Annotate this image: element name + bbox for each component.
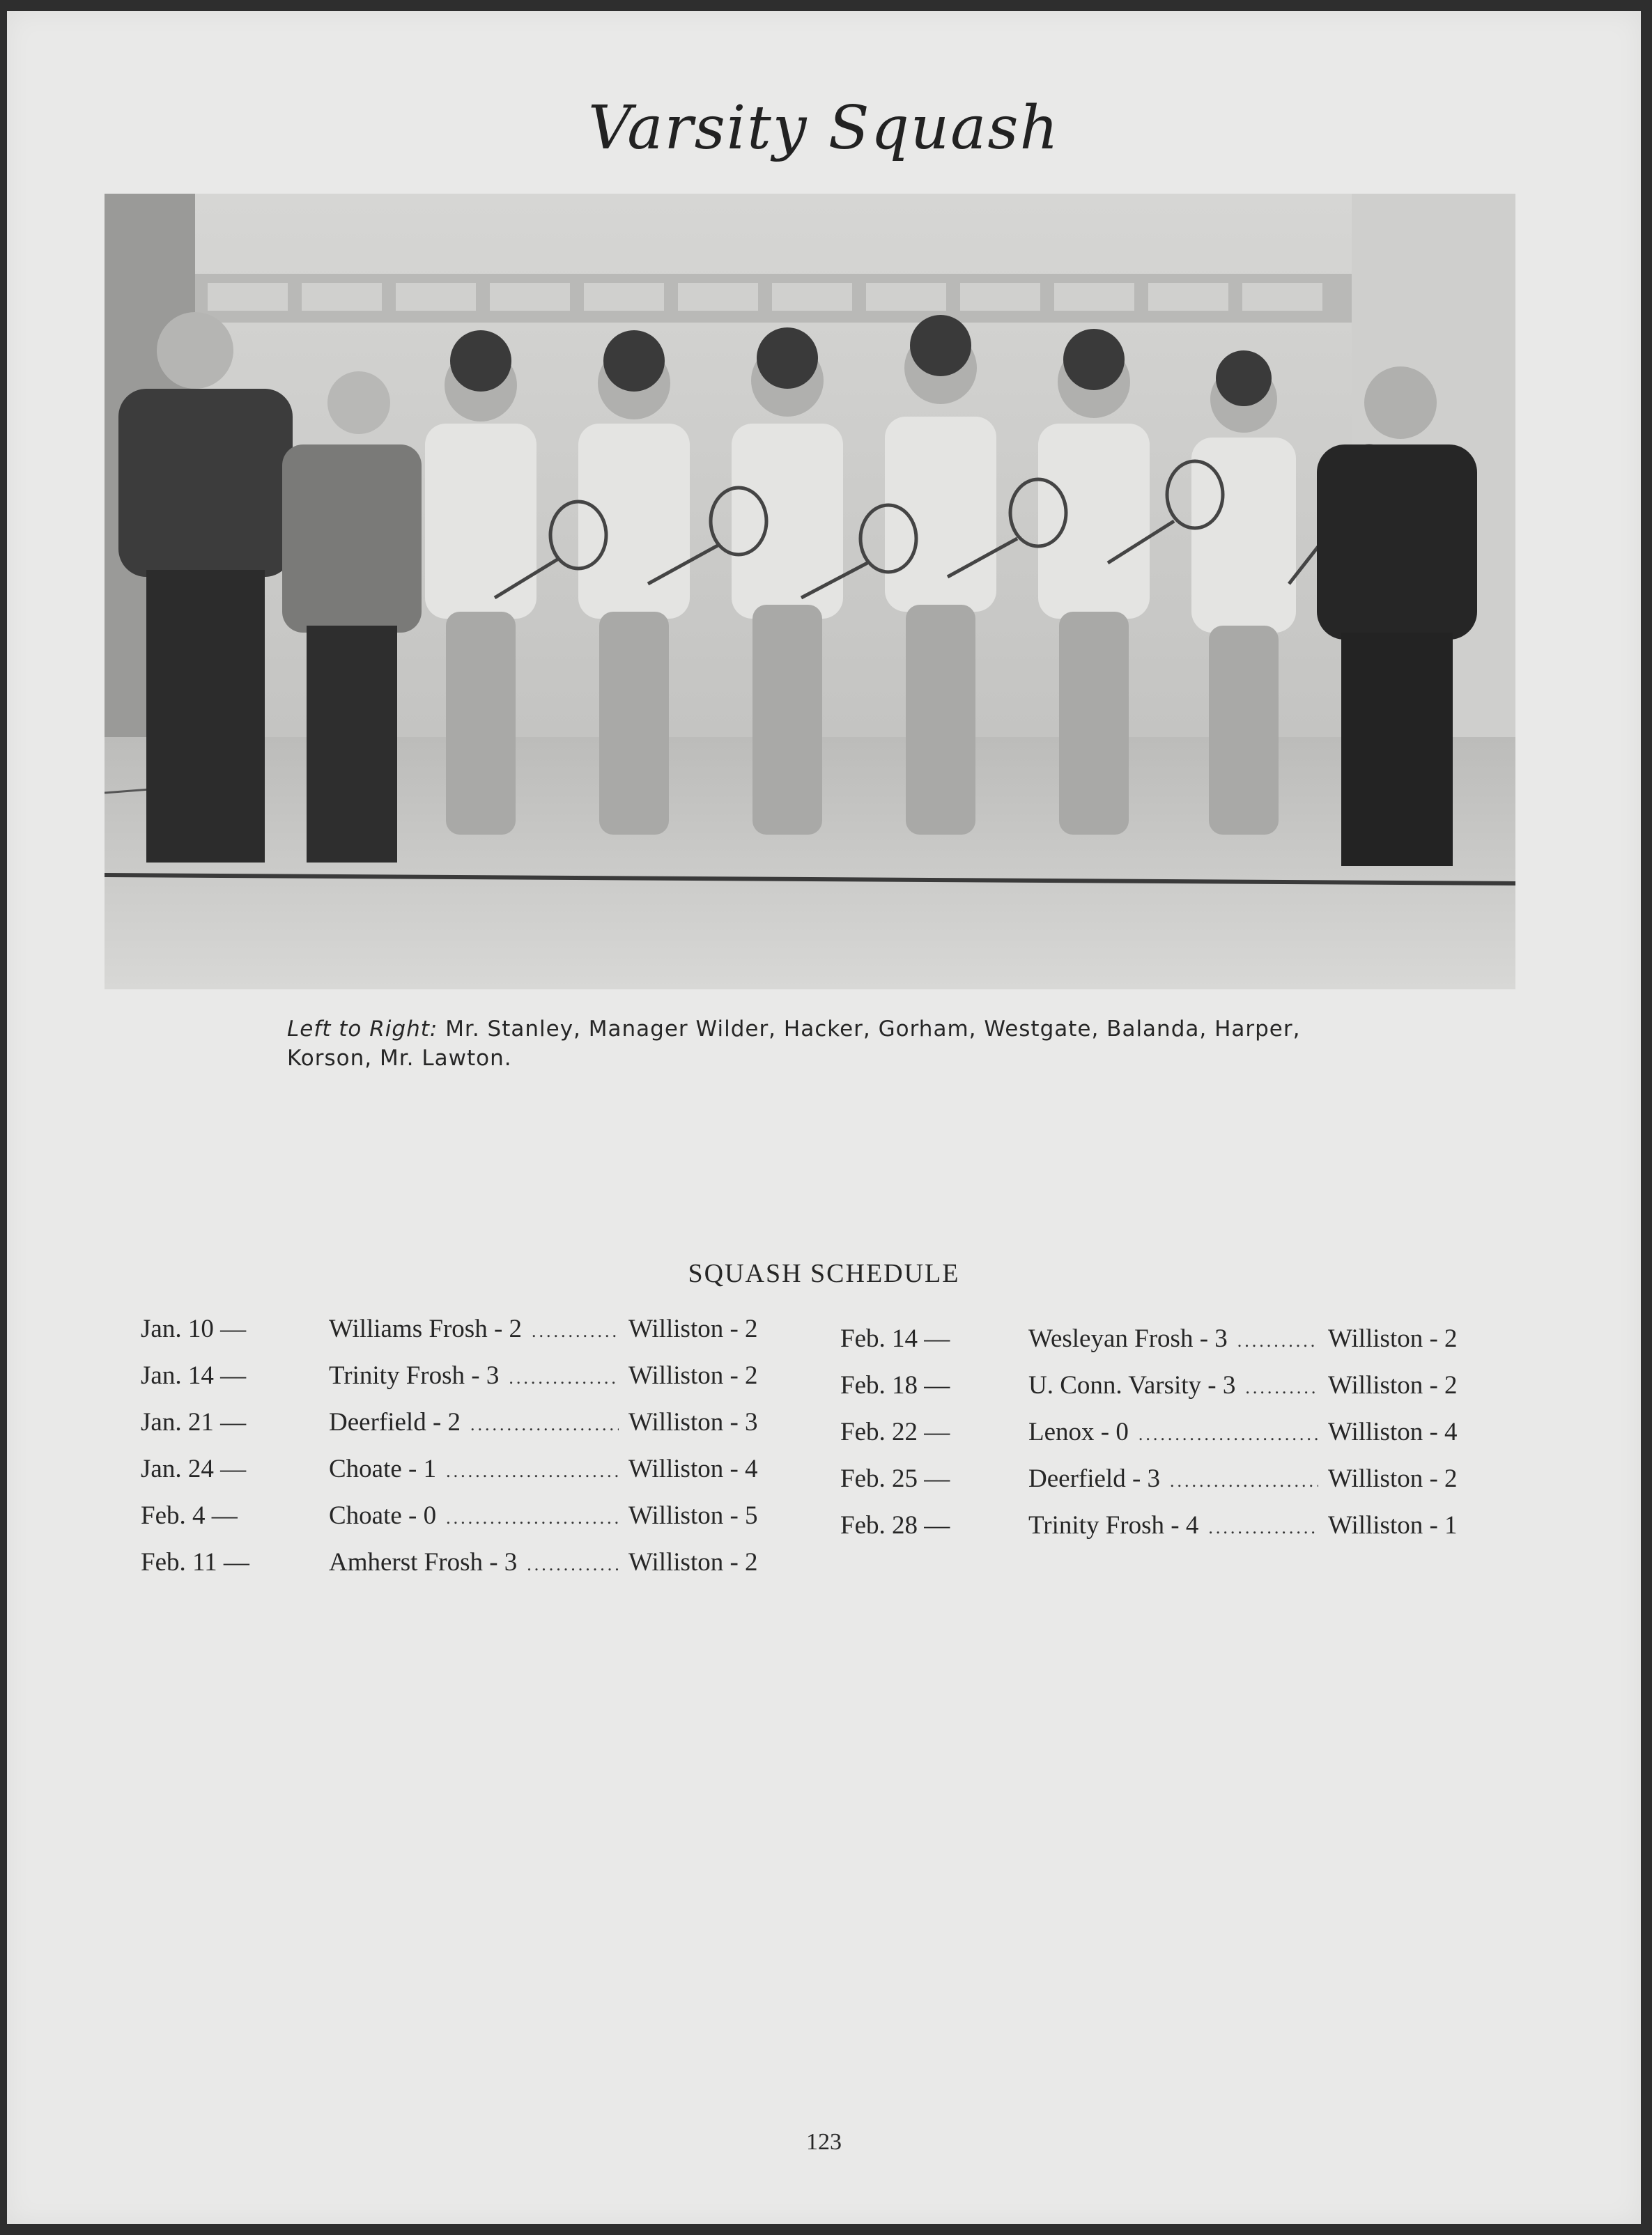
match-result: Williston - 2 bbox=[628, 1315, 758, 1343]
match-opponent: U. Conn. Varsity - 3 bbox=[1028, 1371, 1236, 1400]
match-result: Williston - 4 bbox=[1328, 1418, 1458, 1446]
match-opponent: Deerfield - 2 bbox=[329, 1408, 461, 1437]
caption-lead: Left to Right: bbox=[287, 1016, 438, 1042]
schedule-row bbox=[141, 1407, 789, 1454]
schedule-column-right bbox=[840, 1324, 1488, 1557]
match-opponent: Lenox - 0 bbox=[1028, 1418, 1129, 1446]
schedule-column-left bbox=[141, 1314, 789, 1594]
match-date: Jan. 10 — bbox=[141, 1315, 247, 1343]
leader-dots bbox=[446, 1508, 619, 1529]
match-opponent: Choate - 1 bbox=[329, 1455, 437, 1483]
match-result: Williston - 2 bbox=[1328, 1324, 1458, 1353]
match-result: Williston - 4 bbox=[628, 1455, 758, 1483]
schedule-row bbox=[840, 1417, 1488, 1464]
match-date: Feb. 22 — bbox=[840, 1418, 950, 1446]
match-date: Feb. 4 — bbox=[141, 1501, 238, 1530]
match-opponent: Trinity Frosh - 4 bbox=[1028, 1511, 1199, 1540]
match-date: Jan. 21 — bbox=[141, 1408, 247, 1437]
schedule-row bbox=[141, 1454, 789, 1501]
match-opponent: Trinity Frosh - 3 bbox=[329, 1361, 500, 1390]
leader-dots bbox=[1208, 1517, 1318, 1538]
photo-caption bbox=[287, 1014, 1374, 1073]
match-result: Williston - 1 bbox=[1328, 1511, 1458, 1540]
match-result: Williston - 2 bbox=[1328, 1371, 1458, 1400]
match-opponent: Choate - 0 bbox=[329, 1501, 437, 1530]
page-number: 123 bbox=[806, 2129, 842, 2155]
match-date: Feb. 18 — bbox=[840, 1371, 950, 1400]
leader-dots bbox=[470, 1414, 619, 1435]
match-opponent: Wesleyan Frosh - 3 bbox=[1028, 1324, 1228, 1353]
leader-dots bbox=[1237, 1331, 1318, 1352]
leader-dots bbox=[532, 1321, 619, 1342]
match-date: Feb. 28 — bbox=[840, 1511, 950, 1540]
yearbook-page bbox=[7, 11, 1641, 2224]
leader-dots bbox=[1170, 1471, 1318, 1492]
schedule-row bbox=[141, 1547, 789, 1594]
schedule-row bbox=[840, 1370, 1488, 1417]
schedule-row bbox=[141, 1361, 789, 1407]
team-photo-image bbox=[105, 194, 1515, 989]
leader-dots bbox=[446, 1461, 619, 1482]
caption-names: Mr. Stanley, Manager Wilder, Hacker, Gorham, Westgate, Balanda, Harper, Korson, Mr. Lawton. bbox=[287, 1016, 1301, 1071]
leader-dots bbox=[1138, 1424, 1318, 1445]
match-opponent: Williams Frosh - 2 bbox=[329, 1315, 523, 1343]
match-date: Feb. 25 — bbox=[840, 1464, 950, 1493]
match-date: Jan. 24 — bbox=[141, 1455, 247, 1483]
schedule-row bbox=[840, 1324, 1488, 1370]
match-result: Williston - 5 bbox=[628, 1501, 758, 1530]
match-date: Feb. 14 — bbox=[840, 1324, 950, 1353]
match-date: Feb. 11 — bbox=[141, 1548, 249, 1577]
match-opponent: Deerfield - 3 bbox=[1028, 1464, 1161, 1493]
match-date: Jan. 14 — bbox=[141, 1361, 247, 1390]
match-result: Williston - 2 bbox=[628, 1548, 758, 1577]
match-result: Williston - 2 bbox=[628, 1361, 758, 1390]
team-photo bbox=[105, 194, 1515, 989]
page-heading: Varsity Squash bbox=[588, 93, 1060, 163]
match-result: Williston - 3 bbox=[628, 1408, 758, 1437]
schedule-row bbox=[840, 1510, 1488, 1557]
schedule-row bbox=[840, 1464, 1488, 1510]
schedule-row bbox=[141, 1501, 789, 1547]
schedule-row bbox=[141, 1314, 789, 1361]
leader-dots bbox=[527, 1554, 619, 1575]
leader-dots bbox=[1245, 1377, 1318, 1398]
match-result: Williston - 2 bbox=[1328, 1464, 1458, 1493]
leader-dots bbox=[509, 1368, 619, 1389]
schedule-title: SQUASH SCHEDULE bbox=[688, 1259, 960, 1288]
match-opponent: Amherst Frosh - 3 bbox=[329, 1548, 518, 1577]
